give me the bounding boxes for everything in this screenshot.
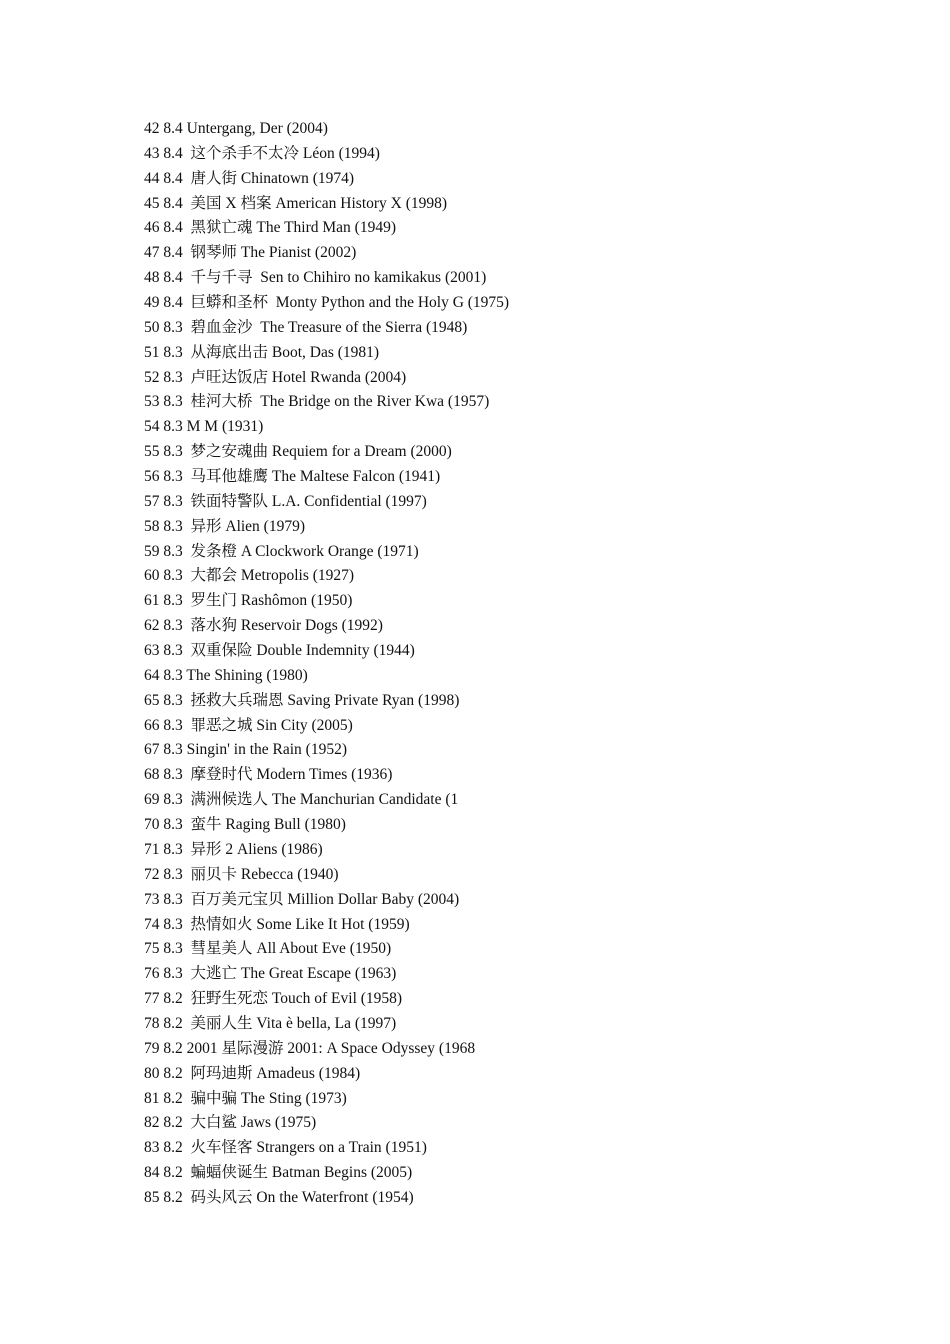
list-item: 63 8.3 双重保险 Double Indemnity (1944)	[144, 642, 415, 660]
list-item: 48 8.4 千与千寻 Sen to Chihiro no kamikakus (2001)	[144, 269, 487, 287]
list-item: 52 8.3 卢旺达饭店 Hotel Rwanda (2004)	[144, 368, 407, 386]
list-item: 64 8.3 The Shining (1980)	[144, 666, 308, 684]
list-item: 70 8.3 蛮牛 Raging Bull (1980)	[144, 816, 346, 834]
list-item: 82 8.2 大白鲨 Jaws (1975)	[144, 1114, 317, 1132]
list-item: 79 8.2 2001 星际漫游 2001: A Space Odyssey (1968	[144, 1039, 476, 1057]
list-item: 76 8.3 大逃亡 The Great Escape (1963)	[144, 965, 397, 983]
list-item: 50 8.3 碧血金沙 The Treasure of the Sierra (1948)	[144, 318, 468, 336]
movie-ranking-list	[144, 117, 509, 1211]
list-item: 57 8.3 铁面特警队 L.A. Confidential (1997)	[144, 492, 427, 510]
list-item: 68 8.3 摩登时代 Modern Times (1936)	[144, 766, 393, 784]
list-item: 75 8.3 彗星美人 All About Eve (1950)	[144, 940, 392, 958]
list-item: 71 8.3 异形 2 Aliens (1986)	[144, 840, 323, 858]
list-item: 85 8.2 码头风云 On the Waterfront (1954)	[144, 1188, 414, 1206]
list-item: 65 8.3 拯救大兵瑞恩 Saving Private Ryan (1998)	[144, 691, 460, 709]
list-item: 69 8.3 满洲候选人 The Manchurian Candidate (1	[144, 791, 459, 809]
list-item: 66 8.3 罪恶之城 Sin City (2005)	[144, 716, 353, 734]
list-item: 83 8.2 火车怪客 Strangers on a Train (1951)	[144, 1139, 427, 1157]
list-item: 47 8.4 钢琴师 The Pianist (2002)	[144, 244, 357, 262]
list-item: 67 8.3 Singin' in the Rain (1952)	[144, 741, 347, 759]
list-item: 62 8.3 落水狗 Reservoir Dogs (1992)	[144, 617, 383, 635]
list-item: 81 8.2 骗中骗 The Sting (1973)	[144, 1089, 347, 1107]
list-item: 56 8.3 马耳他雄鹰 The Maltese Falcon (1941)	[144, 468, 441, 486]
list-item: 45 8.4 美国 X 档案 American History X (1998)	[144, 194, 448, 212]
list-item: 42 8.4 Untergang, Der (2004)	[144, 120, 328, 137]
list-item: 59 8.3 发条橙 A Clockwork Orange (1971)	[144, 542, 419, 560]
list-item: 53 8.3 桂河大桥 The Bridge on the River Kwa (1957)	[144, 393, 490, 411]
list-item: 78 8.2 美丽人生 Vita è bella, La (1997)	[144, 1014, 397, 1032]
list-item: 72 8.3 丽贝卡 Rebecca (1940)	[144, 865, 339, 883]
list-item: 43 8.4 这个杀手不太冷 Léon (1994)	[144, 144, 380, 162]
list-item: 46 8.4 黑狱亡魂 The Third Man (1949)	[144, 219, 396, 237]
list-item: 51 8.3 从海底出击 Boot, Das (1981)	[144, 343, 380, 361]
list-item: 77 8.2 狂野生死恋 Touch of Evil (1958)	[144, 990, 403, 1008]
list-item: 58 8.3 异形 Alien (1979)	[144, 517, 306, 535]
list-item: 74 8.3 热情如火 Some Like It Hot (1959)	[144, 915, 410, 933]
list-item: 55 8.3 梦之安魂曲 Requiem for a Dream (2000)	[144, 443, 452, 461]
list-item: 84 8.2 蝙蝠侠诞生 Batman Begins (2005)	[144, 1164, 413, 1182]
list-item: 60 8.3 大都会 Metropolis (1927)	[144, 567, 355, 585]
list-item: 73 8.3 百万美元宝贝 Million Dollar Baby (2004)	[144, 890, 460, 908]
list-item: 49 8.4 巨蟒和圣杯 Monty Python and the Holy G (1975)	[144, 294, 510, 312]
list-item: 61 8.3 罗生门 Rashômon (1950)	[144, 592, 353, 610]
list-item: 80 8.2 阿玛迪斯 Amadeus (1984)	[144, 1064, 361, 1082]
list-item: 44 8.4 唐人街 Chinatown (1974)	[144, 169, 355, 187]
list-item: 54 8.3 M M (1931)	[144, 418, 264, 436]
